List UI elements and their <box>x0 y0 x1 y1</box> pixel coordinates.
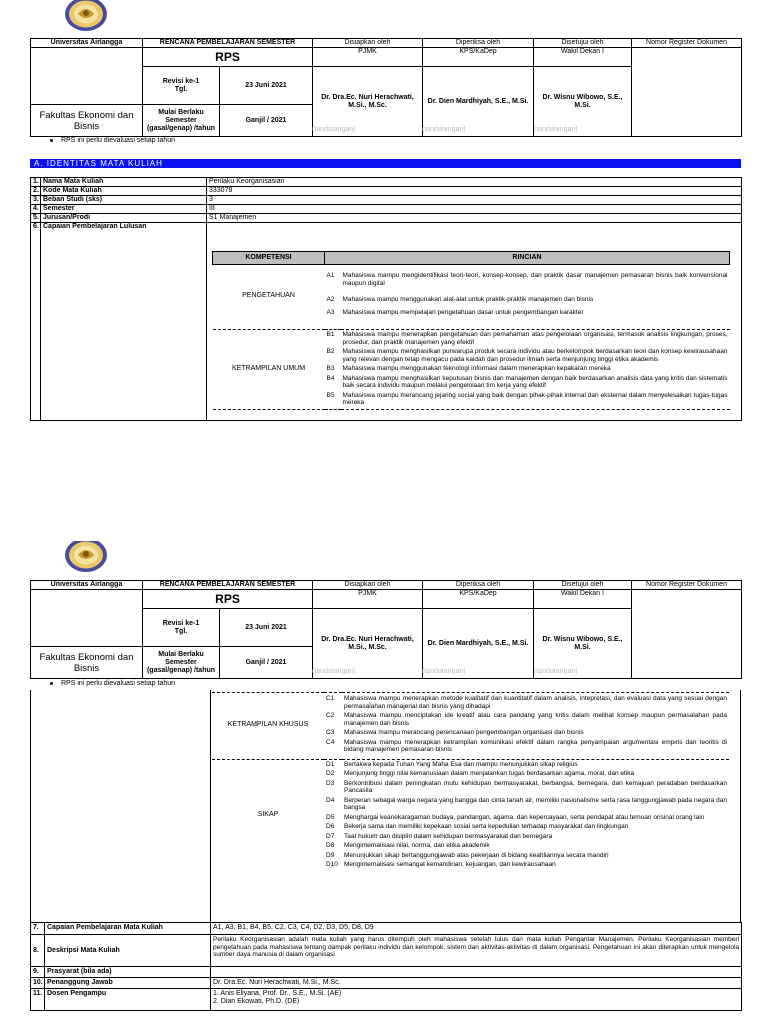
competency-code: D4 <box>326 796 335 804</box>
faculty-name: Fakultas Ekonomi dan Bisnis <box>31 105 143 137</box>
identity-value: S1 Manajemen <box>207 214 742 223</box>
gasal-genap-label: (gasal/genap) /tahun <box>146 666 216 674</box>
university-logo-icon <box>63 0 109 32</box>
identity-label: Capaian Pembelajaran Mata Kuliah <box>45 923 211 935</box>
identity-no: 9. <box>31 967 45 978</box>
column-kompetensi: KOMPETENSI <box>213 252 325 265</box>
competency-code: B1 <box>326 331 335 338</box>
competency-text: Mahasiswa mampu menerapkan pengetahuan dan pemahaman atas pengelolaan organisasi, termasuk analisis lingkungan, proses, prosedur, dan praktik manajemen yang efektif <box>342 331 728 346</box>
document-header <box>30 38 741 137</box>
signature-placeholder: (tandatangan) <box>422 126 466 133</box>
kps-name: Dr. Dien Mardhiyah, S.E., M.Si. <box>423 609 534 679</box>
revision-label: Revisi ke-1 <box>162 619 200 627</box>
role-kps: KPS/KaDep <box>423 590 534 609</box>
role-kps: KPS/KaDep <box>423 48 534 67</box>
competency-text: Mahasiswa mampu menghasilkan keputusan bisnis dan manajemen dengan baik berdasarkan analisis data yang kritis dan sistematis baik secara individu maupun melalui pengelolaan tim kerja yang efektif <box>342 374 728 389</box>
identity-label: Nama Mata Kuliah <box>41 178 207 187</box>
register-number-label: Nomor Register Dokumen <box>632 39 742 48</box>
lecturer-list <box>211 989 742 1011</box>
competency-code: C1 <box>326 695 335 702</box>
university-logo-icon <box>63 541 109 573</box>
competency-code: B2 <box>326 348 335 355</box>
wakil-name: Dr. Wisnu Wibowo, S.E., M.Si. <box>534 67 632 137</box>
competency-text: Taat hukum dan disiplin dalam kehidupan bermasyarakat dan bernegara <box>344 832 553 840</box>
competency-text: Menginternalisasi semangat kemandirian, kejuangan, dan kewirausahaan <box>344 861 556 868</box>
identity-no: 3. <box>31 196 41 205</box>
revision-date: 23 Juni 2021 <box>220 67 313 105</box>
section-a-header: A. IDENTITAS MATA KULIAH <box>30 159 741 168</box>
prepared-by-label: Disiapkan oleh <box>313 581 423 590</box>
competency-code: D8 <box>326 842 335 849</box>
competency-text: Mahasiswa mampu mempelajari pengetahuan dasar untuk pengembangan karakter <box>342 308 584 316</box>
prepared-by-label: Disiapkan oleh <box>313 39 423 48</box>
identity-label: Semester <box>41 205 207 214</box>
competency-code: D6 <box>326 823 335 830</box>
revision-date: 23 Juni 2021 <box>220 609 313 647</box>
identity-value: Perilaku Keorganisasian <box>207 178 742 187</box>
role-pjmk: PJMK <box>313 590 423 609</box>
university-name: Universitas Airlangga <box>31 39 143 48</box>
competency-text: Menjunjung tinggi nilai kemanusiaan dalam menjalankan tugas berdasarkan agama, moral, dan etika <box>344 770 635 777</box>
competency-code: B3 <box>326 365 335 372</box>
divider <box>210 690 211 922</box>
semester-value: Ganjil / 2021 <box>220 105 313 137</box>
identity-value: 3 <box>207 196 742 205</box>
document-header <box>30 580 741 679</box>
identity-no: 8. <box>31 935 45 967</box>
wakil-name: Dr. Wisnu Wibowo, S.E., M.Si. <box>534 609 632 679</box>
semester-label: Semester <box>165 658 197 666</box>
competency-code: D1 <box>326 760 335 768</box>
revision-label: Revisi ke-1 <box>162 77 200 85</box>
identity-label: Capaian Pembelajaran Lulusan <box>41 223 207 421</box>
rps-title: RPS <box>143 48 313 67</box>
document-title: RENCANA PEMBELAJARAN SEMESTER <box>143 581 313 590</box>
identity-no: 11. <box>31 989 45 1011</box>
checked-by-label: Diperiksa oleh <box>423 39 534 48</box>
category-ketrampilan-khusus: KETRAMPILAN KHUSUS <box>227 720 309 728</box>
identity-no: 7. <box>31 923 45 935</box>
identity-no: 10. <box>31 978 45 989</box>
competency-code: A2 <box>326 295 335 303</box>
identity-label: Kode Mata Kuliah <box>41 187 207 196</box>
competency-code: D7 <box>326 832 335 840</box>
competency-code: C3 <box>326 729 335 736</box>
document-title: RENCANA PEMBELAJARAN SEMESTER <box>143 39 313 48</box>
signature-placeholder: (tandatangan) <box>312 126 356 133</box>
identity-label: Beban Studi (sks) <box>41 196 207 205</box>
pjmk-name: Dr. Dra.Ec. Nuri Herachwati, M.Si., M.Sc. <box>313 67 423 137</box>
identity-value: Dr. Dra.Ec. Nuri Herachwati, M.Si., M.Sc. <box>211 978 742 989</box>
competency-text: Mahasiswa mampu mengidentifikasi teori-teori, konsep-konsep, dan praktik dasar manajemen pemasaran bisnis baik konvensional maupun digital <box>342 272 728 287</box>
gasal-genap-label: (gasal/genap) /tahun <box>146 124 216 132</box>
approved-by-label: Disetujui oleh <box>534 39 632 48</box>
identity-label: Jurusan/Prodi <box>41 214 207 223</box>
date-label: Tgl. <box>174 85 188 93</box>
competency-code: A1 <box>326 272 335 279</box>
identity-value: III <box>207 205 742 214</box>
rps-title: RPS <box>143 590 313 609</box>
evaluation-note-text: RPS ini perlu dievaluasi setiap tahun <box>61 680 176 687</box>
competency-code: D2 <box>326 770 335 777</box>
category-ketrampilan-umum: KETRAMPILAN UMUM <box>231 365 306 372</box>
evaluation-note <box>50 680 175 687</box>
checked-by-label: Diperiksa oleh <box>423 581 534 590</box>
approved-by-label: Disetujui oleh <box>534 581 632 590</box>
competency-table-continued <box>212 692 729 870</box>
role-wakil: Wakil Dekan I <box>534 48 632 67</box>
identity-label: Deskripsi Mata Kuliah <box>45 935 211 967</box>
competency-code: B4 <box>326 374 335 382</box>
column-rincian: RINCIAN <box>325 252 730 265</box>
competency-text: Menghargai keanekaragaman budaya, pandangan, agama, dan kepercayaan, serta pendapat atau temuan orisinal orang lain <box>344 813 705 821</box>
identity-label: Prasyarat (bila ada) <box>45 967 211 978</box>
identity-no: 5. <box>31 214 41 223</box>
mulai-berlaku-label: Mulai Berlaku <box>158 108 204 116</box>
identity-no: 4. <box>31 205 41 214</box>
competency-text: Mahasiswa mampu menerapkan metode kualitatif dan kuantitatif dalam analisis, intepretasi, dan evaluasi data yang sesuai dengan permasalahan manajerial dan bisnis yang dihadapi <box>344 695 727 710</box>
competency-text: Menginternalisasi nilai, norma, dan etika akademik <box>344 842 490 849</box>
identity-table-continued <box>30 922 741 1011</box>
competency-text: Mahasiswa mampu menghasilkan purwarupa produk secara individu atau berkelompok berdasarkan teori dan konsep kewirausahaan yang relevan dengan tetap mengacu pada kaidah dan prosedur ilmiah serta menjunjung tinggi etika akademis <box>342 348 728 363</box>
evaluation-note <box>50 137 175 144</box>
role-wakil: Wakil Dekan I <box>534 590 632 609</box>
kps-name: Dr. Dien Mardhiyah, S.E., M.Si. <box>423 67 534 137</box>
identity-label: Dosen Pengampu <box>45 989 211 1011</box>
competency-text: Mahasiswa mampu menggunakan alat-alat untuk praktik-praktik manajemen dan bisnis <box>342 295 594 303</box>
identity-no: 6. <box>31 223 41 421</box>
register-number-label: Nomor Register Dokumen <box>632 581 742 590</box>
identity-no: 1. <box>31 178 41 187</box>
competency-text: Mahasiswa mampu merancang perencanaan pengembangan organisasi dan bisnis <box>344 729 584 736</box>
competency-text: Bertakwa kepada Tuhan Yang Maha Esa dan mampu menunjukkan sikap religius <box>344 760 578 768</box>
competency-code: A3 <box>326 308 335 316</box>
signature-placeholder: (tandatangan) <box>534 668 578 675</box>
signature-placeholder: (tandatangan) <box>422 668 466 675</box>
competency-code: C2 <box>326 712 335 719</box>
competency-text: Mahasiswa mampu merancang jejaring social yang baik dengan pihak-pihak internal dan eksternal dalam menyelesaikan tugas-tugas mereka <box>342 391 728 406</box>
date-label: Tgl. <box>174 627 188 635</box>
bullet-icon <box>50 139 53 142</box>
competency-code: D10 <box>326 861 338 868</box>
lecturer-item: 2. Dian Ekowati, Ph.D. (DE) <box>213 998 300 1005</box>
competency-code: D3 <box>326 779 335 787</box>
identity-value: Perilaku Keorganisasian adalah mata kuliah yang harus ditempuh oleh mahasiswa setelah lulus dari mata kuliah Pengantar Manajemen. Perilaku Keorganisasian memberi pengetahuan pada mahasiswa tentang dampak perilaku individu dan kelompok, sistem dan aktivitas-aktivitas di dalam organisasi. Pengetahuan ini akan diterapkan untuk mengelola sumber daya manusia di dalam organisasi <box>211 935 742 967</box>
identity-no: 2. <box>31 187 41 196</box>
signature-placeholder: (tandatangan) <box>312 668 356 675</box>
pjmk-name: Dr. Dra.Ec. Nuri Herachwati, M.Si., M.Sc. <box>313 609 423 679</box>
mulai-berlaku-label: Mulai Berlaku <box>158 650 204 658</box>
lecturer-item: 1. Anis Eliyana, Prof. Dr., S.E., M.Si. (AE) <box>213 990 342 997</box>
faculty-name: Fakultas Ekonomi dan Bisnis <box>31 647 143 679</box>
competency-text: Berperan sebagai warga negara yang bangga dan cinta tanah air, memiliki nasionalisme serta rasa tanggungjawab pada negara dan bangsa <box>344 796 727 811</box>
signature-placeholder: (tandatangan) <box>534 126 578 133</box>
identity-value: A1, A3, B1, B4, B5, C2, C3, C4, D2, D3, D5, D8, D9 <box>211 923 742 935</box>
category-pengetahuan: PENGETAHUAN <box>242 292 295 300</box>
competency-text: Bekerja sama dan memiliki kepekaan sosial serta kepedulian terhadap masyarakat dan lingkungan <box>344 823 629 830</box>
semester-value: Ganjil / 2021 <box>220 647 313 679</box>
competency-table <box>212 251 729 410</box>
identity-label: Penanggung Jawab <box>45 978 211 989</box>
identity-value <box>211 967 742 978</box>
university-name: Universitas Airlangga <box>31 581 143 590</box>
competency-text: Mahasiswa mampu menciptakan ide kreatif atau cara pandang yang kritis dalam melihat konsep maupun permasalahan pada manajemen dan bisnis <box>344 712 727 727</box>
competency-text: Mahasiswa mampu menggunakan teknologi informasi dalam menerapkan kepakaran mereka <box>342 365 611 372</box>
role-pjmk: PJMK <box>313 48 423 67</box>
evaluation-note-text: RPS ini perlu dievaluasi setiap tahun <box>61 137 176 144</box>
identity-value: 333078 <box>207 187 742 196</box>
bullet-icon <box>50 682 53 685</box>
category-sikap: SIKAP <box>257 810 279 818</box>
competency-text: Mahasiswa mampu menerapkan ketrampilan komunikasi efektif dalam rangka penyampaian argumentasi empiris dan teoritis di bidang manajemen pemasaran bisnis <box>344 738 727 753</box>
competency-code: C4 <box>326 738 335 746</box>
competency-code: D5 <box>326 813 335 821</box>
semester-label: Semester <box>165 116 197 124</box>
competency-code: D9 <box>326 851 335 859</box>
competency-text: Berkontribusi dalam peningkatan mutu kehidupan bermasyarakat, berbangsa, bernegara, dan kemajuan peradaban berdasarkan Pancasila <box>344 779 727 794</box>
competency-text: Menunjukkan sikap bertanggungjawab atas pekerjaan di bidang keahliannya secara mandiri <box>344 851 609 859</box>
competency-code: B5 <box>326 391 335 399</box>
